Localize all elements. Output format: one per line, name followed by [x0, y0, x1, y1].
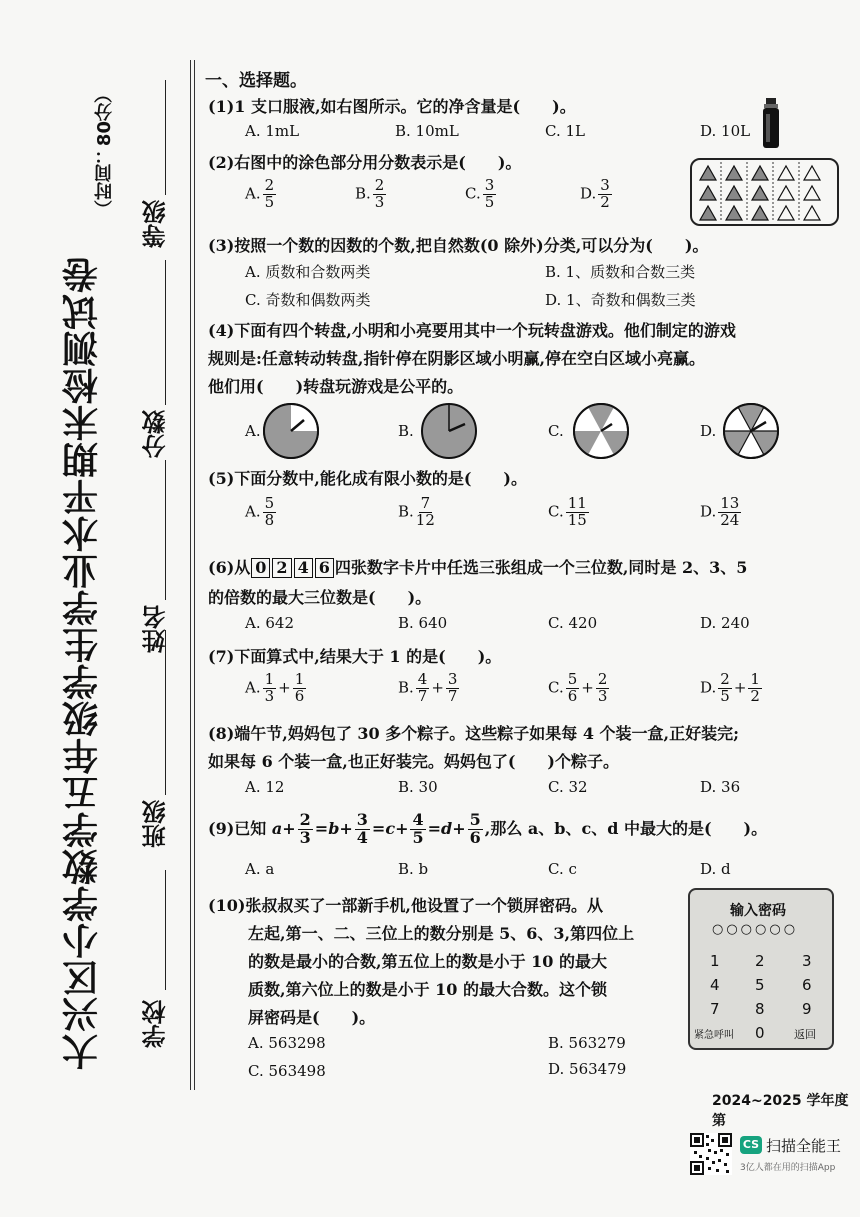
q4-option-c-label[interactable]: C.: [548, 422, 564, 440]
q2-option-c[interactable]: C. $\frac{3}{5}$: [465, 176, 495, 211]
digit-card-2: 2: [272, 558, 291, 578]
q9-option-b[interactable]: B. b: [398, 860, 429, 878]
q7-option-d[interactable]: D. $\frac{2}{5}$ + $\frac{1}{2}$: [700, 670, 760, 705]
q1-option-c[interactable]: C. 1L: [545, 122, 585, 140]
q8-option-c[interactable]: C. 32: [548, 778, 588, 796]
q10-option-c[interactable]: C. 563498: [248, 1062, 326, 1080]
school-field-line[interactable]: [165, 870, 166, 990]
spinner-a-icon[interactable]: [262, 402, 320, 460]
school-year-footer: 2024~2025 学年度第: [712, 1093, 849, 1129]
q6-option-b[interactable]: B. 640: [398, 614, 448, 632]
key-3[interactable]: 3: [802, 952, 812, 970]
q8-stem-line-2: 如果每 6 个装一盒,也正好装完。妈妈包了( )个粽子。: [208, 752, 619, 771]
q3-stem: (3)按照一个数的因数的个数,把自然数(0 除外)分类,可以分为( )。: [208, 236, 709, 255]
key-0[interactable]: 0: [755, 1024, 765, 1042]
key-7[interactable]: 7: [710, 1000, 720, 1018]
school-field-label: 学校: [142, 1000, 170, 1048]
digit-card-4: 4: [294, 558, 313, 578]
q2-stem: (2)右图中的涂色部分用分数表示是( )。: [208, 153, 522, 172]
q7-option-b[interactable]: B. $\frac{4}{7}$ + $\frac{3}{7}$: [398, 670, 458, 705]
q6-stem-line-1: (6)从 0 2 4 6 四张数字卡片中任选三张组成一个三位数,同时是 2、3、5: [208, 558, 748, 577]
q2-option-b[interactable]: B. $\frac{2}{3}$: [355, 176, 385, 211]
key-emergency-call[interactable]: 紧急呼叫: [694, 1030, 734, 1041]
spinner-d-icon[interactable]: [722, 402, 780, 460]
camscanner-logo-icon: CS: [740, 1136, 762, 1154]
q10-option-b[interactable]: B. 563279: [548, 1034, 626, 1052]
q1-option-b[interactable]: B. 10mL: [395, 122, 459, 140]
key-4[interactable]: 4: [710, 976, 720, 994]
exam-title: 大兴区小学数学五年级学生学业水平期末检测试卷: [62, 256, 104, 1070]
q4-stem-line-1: (4)下面有四个转盘,小明和小亮要用其中一个玩转盘游戏。他们制定的游戏: [208, 321, 736, 340]
name-field-label: 姓名: [142, 605, 170, 653]
class-field-line[interactable]: [165, 630, 166, 795]
key-back[interactable]: 返回: [794, 1028, 816, 1041]
q4-stem-line-2: 规则是:任意转动转盘,指针停在阴影区域小明赢,停在空白区域小亮赢。: [208, 349, 706, 368]
q8-option-b[interactable]: B. 30: [398, 778, 438, 796]
qr-code-icon: [690, 1133, 732, 1175]
q6-option-a[interactable]: A. 642: [245, 614, 294, 632]
q5-option-b[interactable]: B. $\frac{7}{12}$: [398, 494, 435, 529]
section-title: 一、选择题。: [205, 71, 307, 91]
oral-liquid-bottle-icon: [760, 98, 782, 150]
q3-option-c[interactable]: C. 奇数和偶数两类: [245, 291, 371, 309]
q9-stem: (9)已知 a+ $\frac{2}{3}$ =b+ $\frac{3}{4}$ =c+ $\frac{4}{5}$ =d+ $\frac{5}{6}$ ,那么 a、b、c、d 中最大的是( )。: [208, 810, 768, 847]
q7-option-c[interactable]: C. $\frac{5}{6}$ + $\frac{2}{3}$: [548, 670, 608, 705]
key-9[interactable]: 9: [802, 1000, 812, 1018]
q5-stem: (5)下面分数中,能化成有限小数的是( )。: [208, 469, 527, 488]
q9-option-d[interactable]: D. d: [700, 860, 731, 878]
triangle-grid-icon: [692, 160, 837, 224]
q5-option-c[interactable]: C. $\frac{11}{15}$: [548, 494, 587, 529]
q10-stem-line-5: 屏密码是( )。: [248, 1008, 376, 1027]
q10-stem-line-3: 的数是最小的合数,第五位上的数是小于 10 的最大: [248, 952, 607, 971]
q6-stem-line-2: 的倍数的最大三位数是( )。: [208, 588, 432, 607]
exam-time: （时间：80分）: [94, 85, 115, 219]
grade-field-line[interactable]: [165, 80, 166, 195]
key-8[interactable]: 8: [755, 1000, 765, 1018]
q8-stem-line-1: (8)端午节,妈妈包了 30 多个粽子。这些粽子如果每 4 个装一盒,正好装完;: [208, 724, 740, 743]
q10-option-a[interactable]: A. 563298: [248, 1034, 326, 1052]
q9-option-a[interactable]: A. a: [245, 860, 275, 878]
q4-option-d-label[interactable]: D.: [700, 422, 717, 440]
q2-option-a[interactable]: A. $\frac{2}{5}$: [245, 176, 275, 211]
q10-option-d[interactable]: D. 563479: [548, 1060, 627, 1078]
spinner-c-icon[interactable]: [572, 402, 630, 460]
q4-option-a-label[interactable]: A.: [245, 422, 261, 440]
q10-stem-line-1: (10)张叔叔买了一部新手机,他设置了一个锁屏密码。从: [208, 896, 603, 915]
key-5[interactable]: 5: [755, 976, 765, 994]
spinner-b-icon[interactable]: [420, 402, 478, 460]
q5-option-d[interactable]: D. $\frac{13}{24}$: [700, 494, 740, 529]
scanner-app-name: 扫描全能王: [766, 1137, 842, 1155]
score-field-line[interactable]: [165, 260, 166, 405]
q10-stem-line-2: 左起,第一、二、三位上的数分别是 5、6、3,第四位上: [248, 924, 635, 943]
q1-stem: (1)1 支口服液,如右图所示。它的净含量是( )。: [208, 97, 576, 116]
q8-option-d[interactable]: D. 36: [700, 778, 741, 796]
keypad-title: 输入密码: [730, 903, 786, 919]
name-field-line[interactable]: [165, 460, 166, 600]
q6-option-c[interactable]: C. 420: [548, 614, 598, 632]
keypad-dots: ○○○○○○: [712, 922, 799, 937]
q1-option-d[interactable]: D. 10L: [700, 122, 751, 140]
q10-stem-line-4: 质数,第六位上的数是小于 10 的最大合数。这个锁: [248, 980, 607, 999]
divider-rule: [190, 60, 195, 1090]
password-keypad-figure: [688, 888, 834, 1050]
grade-field-label: 等级: [142, 200, 170, 248]
class-field-label: 班级: [142, 800, 170, 848]
q9-option-c[interactable]: C. c: [548, 860, 577, 878]
q7-stem: (7)下面算式中,结果大于 1 的是( )。: [208, 647, 502, 666]
score-field-label: 分数: [142, 410, 170, 458]
q4-stem-line-3: 他们用( )转盘玩游戏是公平的。: [208, 377, 464, 396]
scanner-tagline: 3亿人都在用的扫描App: [740, 1163, 836, 1173]
q5-option-a[interactable]: A. $\frac{5}{8}$: [245, 494, 275, 529]
q6-option-d[interactable]: D. 240: [700, 614, 750, 632]
q3-option-a[interactable]: A. 质数和合数两类: [245, 263, 371, 281]
q1-option-a[interactable]: A. 1mL: [245, 122, 300, 140]
triangle-grid-figure: [690, 158, 839, 226]
digit-card-6: 6: [315, 558, 334, 578]
key-6[interactable]: 6: [802, 976, 812, 994]
q3-option-d[interactable]: D. 1、奇数和偶数三类: [545, 291, 696, 309]
q7-option-a[interactable]: A. $\frac{1}{3}$ + $\frac{1}{6}$: [245, 670, 305, 705]
q8-option-a[interactable]: A. 12: [245, 778, 285, 796]
q3-option-b[interactable]: B. 1、质数和合数三类: [545, 263, 696, 281]
digit-card-0: 0: [251, 558, 270, 578]
key-2[interactable]: 2: [755, 952, 765, 970]
key-1[interactable]: 1: [710, 952, 720, 970]
q4-option-b-label[interactable]: B.: [398, 422, 414, 440]
q2-option-d[interactable]: D. $\frac{3}{2}$: [580, 176, 610, 211]
